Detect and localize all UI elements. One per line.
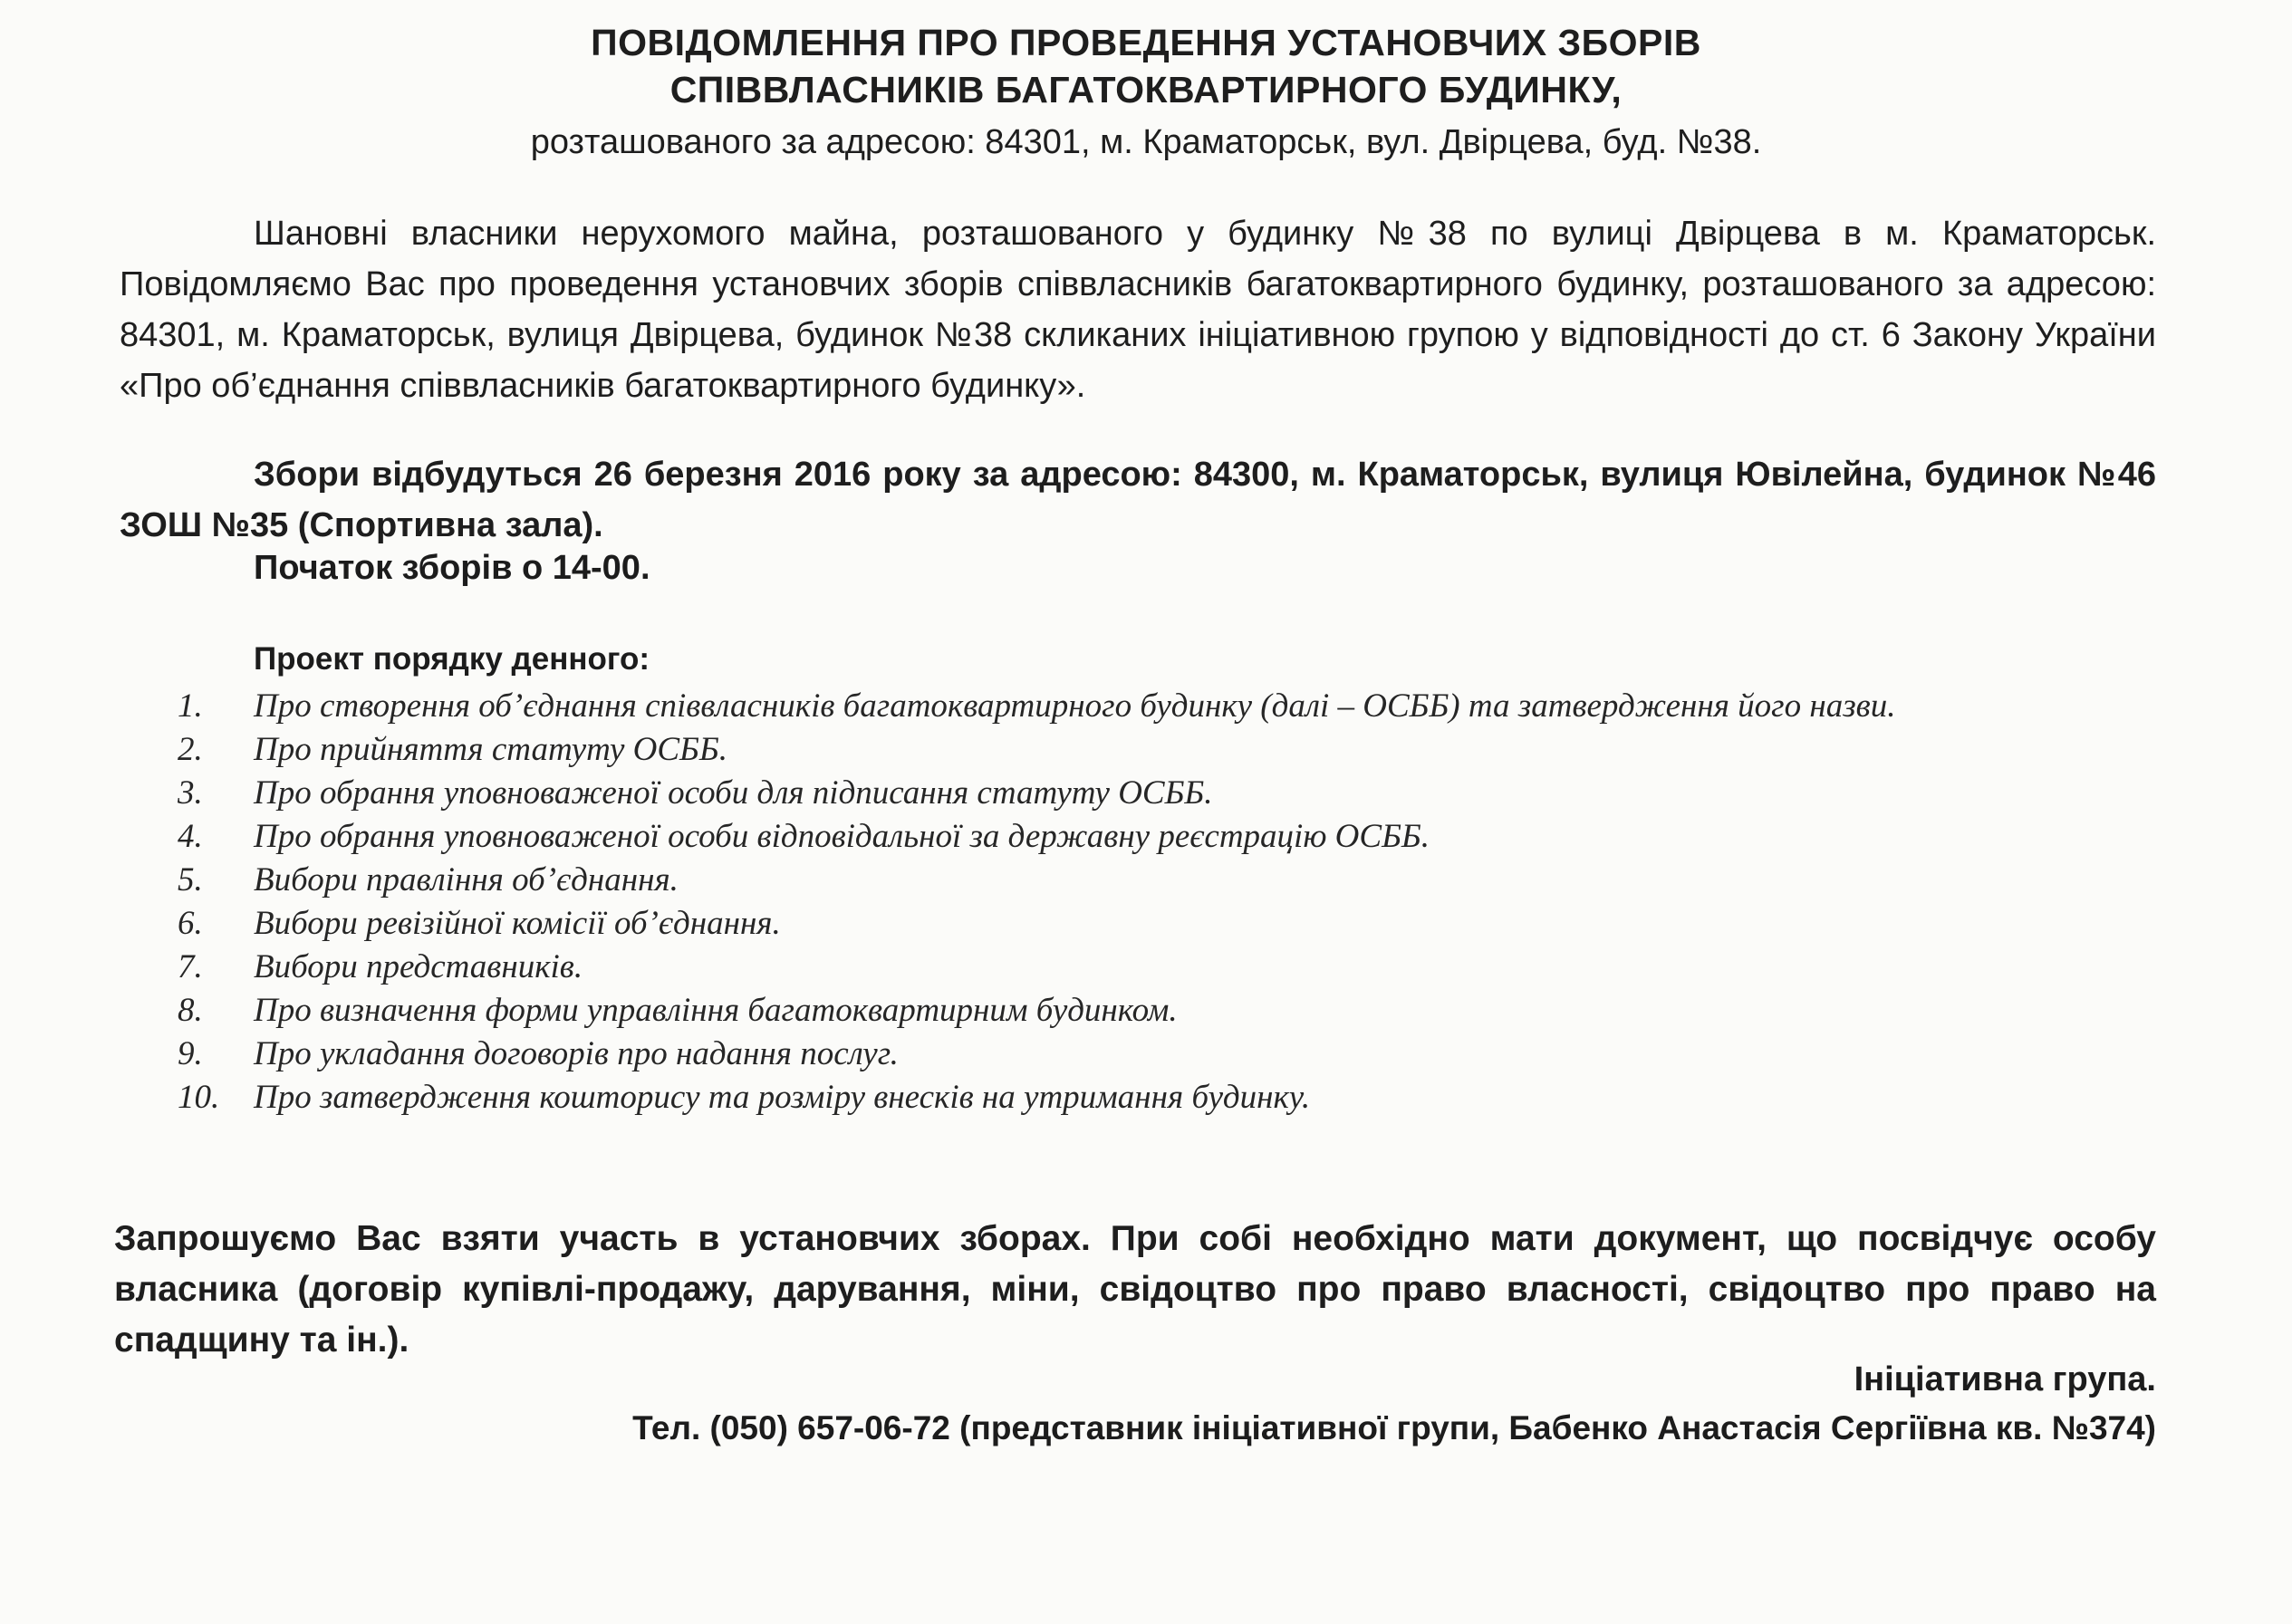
agenda-item-number: 3. — [178, 774, 203, 812]
agenda-item-text: Про обрання уповноваженої особи відповідальної за державну реєстрацію ОСББ. — [254, 818, 1430, 855]
agenda-item-text: Вибори ревізійної комісії об’єднання. — [254, 905, 781, 942]
signature-contact: Тел. (050) 657-06-72 (представник ініціативної групи, Бабенко Анастасія Сергіївна кв. №374) — [632, 1409, 2156, 1446]
notice-title-line1: ПОВІДОМЛЕННЯ ПРО ПРОВЕДЕННЯ УСТАНОВЧИХ ЗБОРІВ — [591, 22, 1701, 63]
agenda-item — [178, 859, 2156, 902]
agenda-list — [178, 685, 2156, 1120]
agenda-item — [178, 1076, 2156, 1120]
agenda-item-text: Вибори представників. — [254, 948, 583, 985]
agenda-item — [178, 1033, 2156, 1076]
signature-group: Ініціативна група. — [1854, 1360, 2156, 1398]
agenda-item-number: 9. — [178, 1035, 203, 1072]
meeting-place-paragraph: Збори відбудуться 26 березня 2016 року за адресою: 84300, м. Краматорськ, вулиця Ювілейна, будинок №46 ЗОШ №35 (Спортивна зала). — [120, 456, 2156, 544]
agenda-item — [178, 772, 2156, 815]
agenda-item — [178, 946, 2156, 989]
agenda-item-text: Про затвердження кошторису та розміру внесків на утримання будинку. — [254, 1079, 1311, 1116]
agenda-item — [178, 815, 2156, 859]
agenda-heading: Проект порядку денного: — [254, 641, 650, 677]
agenda-item — [178, 685, 2156, 728]
agenda-item-number: 2. — [178, 731, 203, 768]
notice-title-line2: СПІВВЛАСНИКІВ БАГАТОКВАРТИРНОГО БУДИНКУ, — [669, 69, 1623, 111]
agenda-item-number: 1. — [178, 687, 203, 725]
agenda-item-number: 7. — [178, 948, 203, 985]
invitation-paragraph: Запрошуємо Вас взяти участь в установчих зборах. При собі необхідно мати документ, що посвідчує особу власника (договір купівлі-продажу, дарування, міни, свідоцтво про право власності, свідоцтво про право на спадщину та ін.). — [114, 1219, 2156, 1360]
agenda-item-text: Про укладання договорів про надання послуг. — [254, 1035, 899, 1072]
agenda-item-number: 10. — [178, 1079, 220, 1116]
agenda-item — [178, 989, 2156, 1033]
start-time: Початок зборів о 14-00. — [254, 549, 650, 587]
agenda-item-text: Про визначення форми управління багатоквартирним будинком. — [254, 992, 1178, 1029]
building-address: розташованого за адресою: 84301, м. Краматорськ, вул. Двірцева, буд. №38. — [530, 123, 1762, 161]
agenda-item-text: Про створення об’єднання співвласників багатоквартирного будинку (далі – ОСББ) та затвердження його назви. — [254, 687, 1896, 725]
agenda-item — [178, 728, 2156, 772]
agenda-item-number: 4. — [178, 818, 203, 855]
agenda-item-number: 8. — [178, 992, 203, 1029]
agenda-item-text: Про обрання уповноваженої особи для підписання статуту ОСББ. — [254, 774, 1213, 812]
agenda-item-text: Про прийняття статуту ОСББ. — [254, 731, 727, 768]
agenda-item-text: Вибори правління об’єднання. — [254, 861, 679, 898]
agenda-item-number: 5. — [178, 861, 203, 898]
agenda-item — [178, 902, 2156, 946]
greeting-paragraph: Шановні власники нерухомого майна, розташованого у будинку №38 по вулиці Двірцева в м. Краматорськ. Повідомляємо Вас про проведення установчих зборів співвласників багатоквартирного будинку, розташованого за адресою: 84301, м. Краматорськ, вулиця Двірцева, будинок №38 скликаних ініціативною групою у відповідності до ст. 6 Закону України «Про об’єднання співвласників багатоквартирного будинку». — [120, 215, 2156, 405]
agenda-item-number: 6. — [178, 905, 203, 942]
